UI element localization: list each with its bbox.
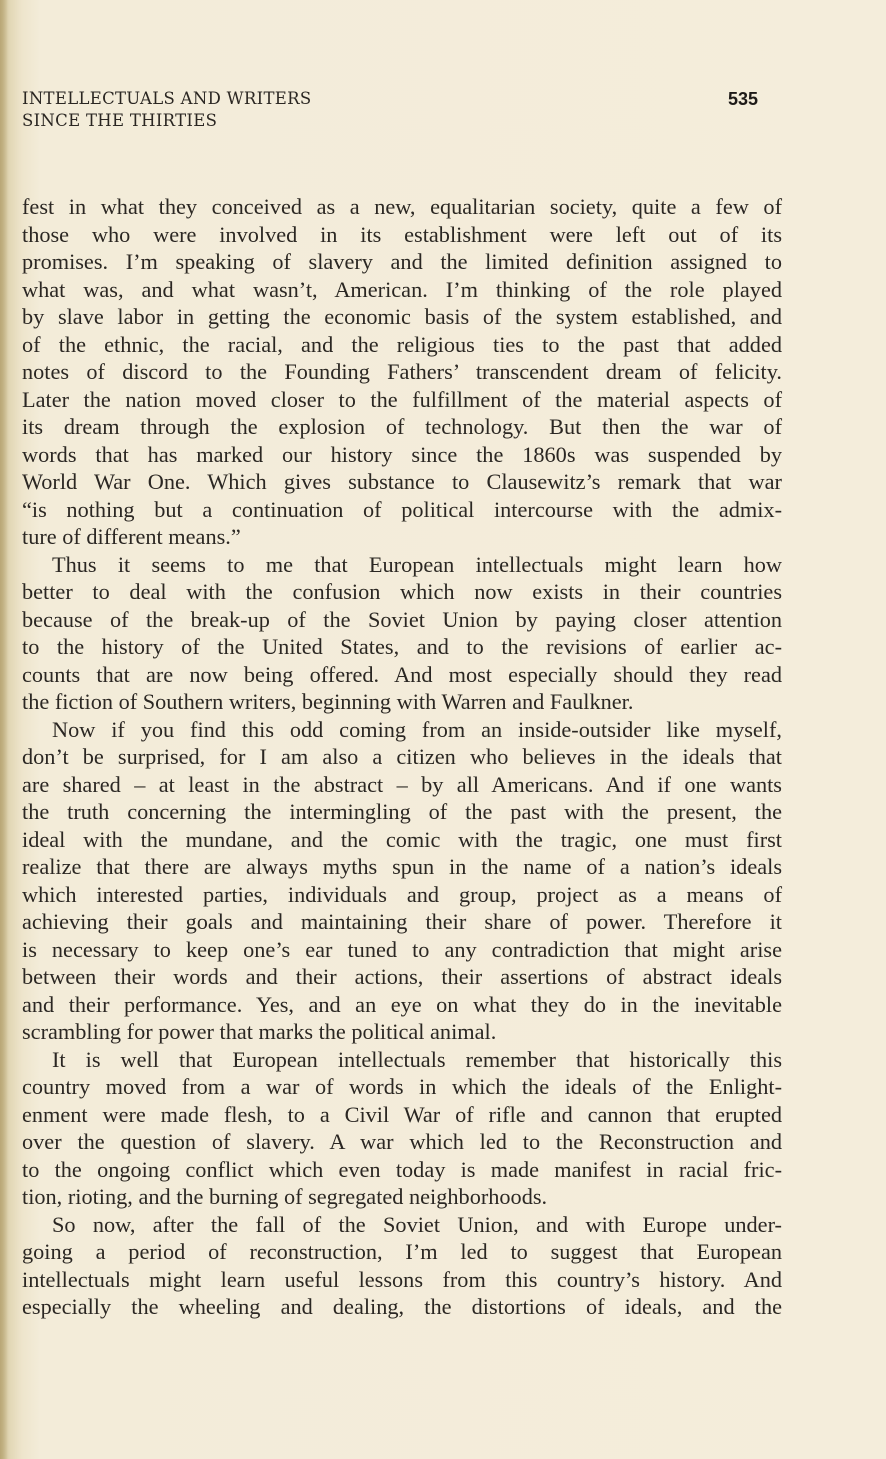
text-line: which interested parties, individuals and group, project as a means of	[22, 881, 782, 907]
text-line: fest in what they conceived as a new, equalitarian society, quite a few of	[22, 194, 782, 219]
text-line: by slave labor in getting the economic basis of the system established, and	[22, 304, 782, 329]
line-wrap	[22, 386, 782, 414]
line-wrap	[22, 1073, 782, 1101]
text-line: words that has marked our history since the 1860s was suspended by	[22, 441, 782, 467]
text-line: World War One. Which gives substance to Clausewitz’s remark that war	[22, 469, 782, 494]
text-line: counts that are now being offered. And most especially should they read	[22, 661, 782, 687]
gutter-shadow	[0, 0, 8, 1459]
text-line: and their performance. Yes, and an eye on what they do in the inevitable	[22, 991, 782, 1017]
line-wrap	[22, 1293, 782, 1321]
line-wrap	[22, 496, 782, 524]
line-wrap	[22, 606, 782, 634]
line-wrap	[22, 276, 782, 304]
line-wrap	[22, 826, 782, 854]
line-wrap	[22, 771, 782, 799]
text-line: between their words and their actions, their assertions of abstract ideals	[22, 964, 782, 989]
running-head-line-1: INTELLECTUALS AND WRITERS	[22, 89, 312, 108]
line-wrap	[22, 716, 782, 744]
line-wrap	[22, 551, 782, 579]
text-line: So now, after the fall of the Soviet Union, and with Europe under-	[52, 1211, 782, 1237]
text-line: the fiction of Southern writers, beginning with Warren and Faulkner.	[22, 689, 634, 714]
text-line: especially the wheeling and dealing, the distortions of ideals, and the	[22, 1294, 782, 1319]
text-line: don’t be surprised, for I am also a citizen who believes in the ideals that	[22, 744, 782, 769]
line-wrap	[22, 688, 782, 716]
line-wrap	[22, 633, 782, 661]
line-wrap	[22, 248, 782, 276]
text-line: realize that there are always myths spun in the name of a nation’s ideals	[22, 854, 782, 879]
paragraph-1	[22, 193, 782, 551]
line-wrap	[22, 1046, 782, 1074]
line-wrap	[22, 221, 782, 249]
line-wrap	[22, 441, 782, 469]
text-line: better to deal with the confusion which now exists in their countries	[22, 579, 782, 604]
running-head-line-2: SINCE THE THIRTIES	[22, 111, 218, 130]
text-line: Later the nation moved closer to the fulfillment of the material aspects of	[22, 386, 782, 412]
text-line: promises. I’m speaking of slavery and the limited definition assigned to	[22, 249, 782, 274]
line-wrap	[22, 468, 782, 496]
paragraph-5	[22, 1211, 782, 1321]
line-wrap	[22, 1211, 782, 1239]
line-wrap	[22, 798, 782, 826]
line-wrap	[22, 303, 782, 331]
line-wrap	[22, 1128, 782, 1156]
line-wrap	[22, 881, 782, 909]
paragraph-4	[22, 1046, 782, 1211]
line-wrap	[22, 661, 782, 689]
text-line: ideal with the mundane, and the comic with the tragic, one must first	[22, 826, 782, 852]
text-line: “is nothing but a continuation of political intercourse with the admix-	[22, 496, 782, 522]
text-line: scrambling for power that marks the political animal.	[22, 1019, 497, 1044]
text-line: Now if you find this odd coming from an inside-outsider like myself,	[52, 716, 782, 742]
line-wrap	[22, 743, 782, 771]
text-line: is necessary to keep one’s ear tuned to any contradiction that might arise	[22, 936, 782, 962]
text-line: Thus it seems to me that European intellectuals might learn how	[52, 551, 782, 577]
page-number: 535	[728, 89, 759, 109]
text-line: It is well that European intellectuals remember that historically this	[52, 1046, 782, 1072]
line-wrap	[22, 523, 782, 551]
paragraph-3	[22, 716, 782, 1046]
line-wrap	[22, 358, 782, 386]
line-wrap	[22, 331, 782, 359]
line-wrap	[22, 936, 782, 964]
line-wrap	[22, 1101, 782, 1129]
line-wrap	[22, 991, 782, 1019]
text-line: enment were made flesh, to a Civil War of rifle and cannon that erupted	[22, 1101, 782, 1127]
text-line: notes of discord to the Founding Fathers’ transcendent dream of felicity.	[22, 359, 782, 384]
text-line: to the ongoing conflict which even today is made manifest in racial fric-	[22, 1156, 782, 1182]
text-line: to the history of the United States, and to the revisions of earlier ac-	[22, 634, 782, 659]
line-wrap	[22, 853, 782, 881]
text-line: because of the break-up of the Soviet Union by paying closer attention	[22, 606, 782, 632]
line-wrap	[22, 578, 782, 606]
line-wrap	[22, 908, 782, 936]
line-wrap	[22, 193, 782, 221]
text-line: country moved from a war of words in which the ideals of the Enlight-	[22, 1074, 782, 1099]
line-wrap	[22, 1018, 782, 1046]
text-line: going a period of reconstruction, I’m led to suggest that European	[22, 1239, 782, 1264]
text-line: tion, rioting, and the burning of segregated neighborhoods.	[22, 1184, 548, 1209]
line-wrap	[22, 413, 782, 441]
running-head	[22, 88, 311, 132]
line-wrap	[22, 1156, 782, 1184]
text-line: of the ethnic, the racial, and the religious ties to the past that added	[22, 331, 782, 357]
text-line: are shared – at least in the abstract – by all Americans. And if one wants	[22, 771, 782, 797]
text-line: intellectuals might learn useful lessons from this country’s history. And	[22, 1266, 782, 1292]
text-line: its dream through the explosion of technology. But then the war of	[22, 414, 782, 439]
line-wrap	[22, 1183, 782, 1211]
line-wrap	[22, 1238, 782, 1266]
paragraph-2	[22, 551, 782, 716]
line-wrap	[22, 963, 782, 991]
text-line: the truth concerning the intermingling of the past with the present, the	[22, 799, 782, 824]
text-line: what was, and what wasn’t, American. I’m thinking of the role played	[22, 276, 782, 302]
text-line: achieving their goals and maintaining their share of power. Therefore it	[22, 909, 782, 934]
text-line: ture of different means.”	[22, 524, 241, 549]
text-line: those who were involved in its establishment were left out of its	[22, 221, 782, 247]
text-line: over the question of slavery. A war which led to the Reconstruction and	[22, 1129, 782, 1154]
line-wrap	[22, 1266, 782, 1294]
body-text	[22, 193, 782, 1321]
